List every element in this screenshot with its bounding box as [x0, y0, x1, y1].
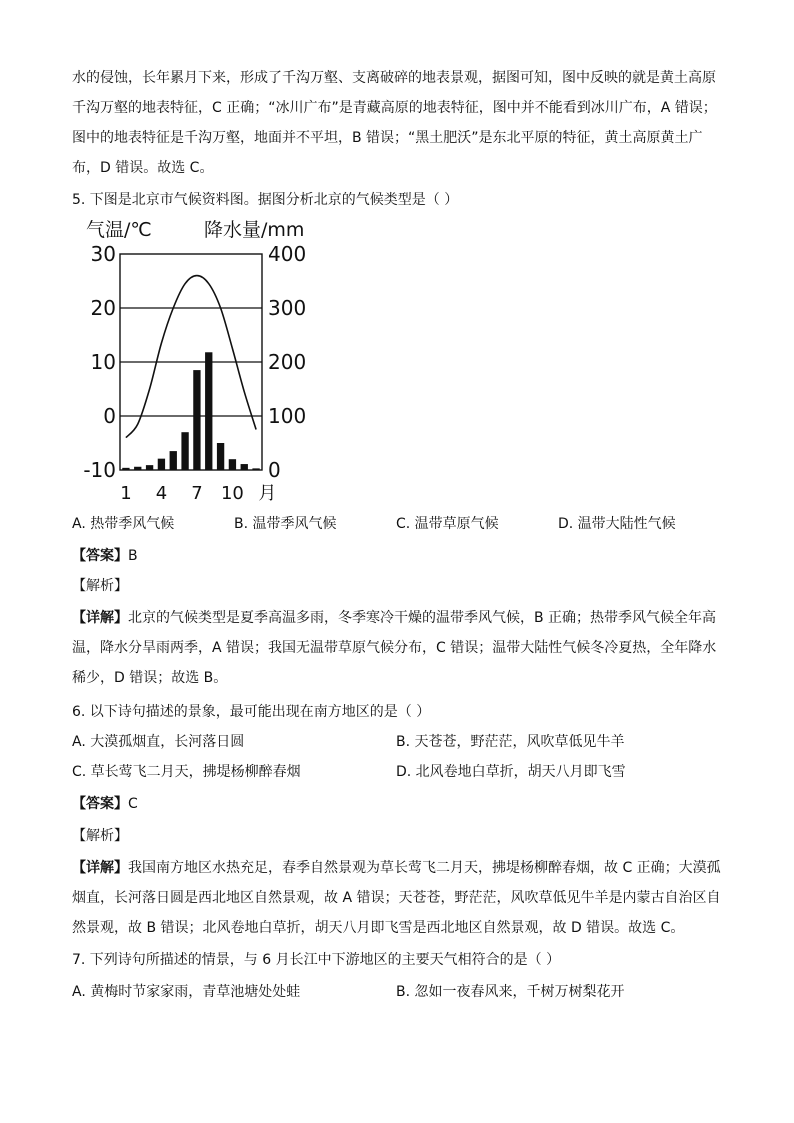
precipitation-bar — [134, 467, 141, 470]
continuation-line-2: 千沟万壑的地表特征，C 正确；“冰川广布”是青藏高原的地表特征，图中并不能看到冰川广布，A 错误； — [72, 100, 717, 116]
precipitation-bar — [193, 370, 200, 470]
precipitation-bar — [252, 468, 259, 470]
right-tick-label: 200 — [268, 350, 307, 374]
beijing-climate-chart — [80, 210, 320, 510]
left-tick-label: 20 — [90, 296, 116, 320]
q6-analysis-tag: 【解析】 — [72, 828, 128, 844]
continuation-line-4: 布，D 错误。故选 C。 — [72, 160, 214, 176]
precipitation-bar — [146, 465, 153, 470]
left-tick-label: -10 — [83, 458, 116, 482]
precipitation-bar — [158, 459, 165, 470]
q5-detail-line-3: 稀少，D 错误；故选 B。 — [72, 670, 228, 686]
right-tick-label: 100 — [268, 404, 307, 428]
q6-option-b: B. 天苍苍，野茫茫，风吹草低见牛羊 — [396, 734, 625, 750]
q7-option-b: B. 忽如一夜春风来，千树万树梨花开 — [396, 984, 625, 1000]
q5-answer-tag: 【答案】 — [72, 548, 128, 564]
q6-detail-text-1: 我国南方地区水热充足，春季自然景观为草长莺飞二月天，拂堤杨柳醉春烟，故 C 正确；大漠孤 — [128, 860, 721, 876]
left-tick-label: 10 — [90, 350, 116, 374]
q7-stem: 7. 下列诗句所描述的情景，与 6 月长江中下游地区的主要天气相符合的是（ ） — [72, 952, 561, 968]
q6-option-c: C. 草长莺飞二月天，拂堤杨柳醉春烟 — [72, 764, 301, 780]
x-tick-label: 7 — [191, 483, 203, 504]
chart-grid — [120, 308, 262, 416]
continuation-line-3: 图中的地表特征是千沟万壑，地面并不平坦，B 错误；“黑土肥沃”是东北平原的特征，黄土高原黄土广 — [72, 130, 703, 146]
q5-option-c: C. 温带草原气候 — [396, 516, 499, 532]
q5-detail-line-2: 温，降水分旱雨两季，A 错误；我国无温带草原气候分布，C 错误；温带大陆性气候冬冷夏热，全年降水 — [72, 640, 717, 656]
precipitation-bar — [170, 451, 177, 470]
q6-detail-line-3: 然景观，故 B 错误；北风卷地白草折，胡天八月即飞雪是西北地区自然景观，故 D 错误。故选 C。 — [72, 920, 685, 936]
q6-answer-tag: 【答案】 — [72, 796, 128, 812]
q5-detail-tag: 【详解】 — [72, 610, 128, 626]
q6-detail-line-1 — [72, 858, 721, 878]
left-tick-label: 0 — [103, 404, 116, 428]
precipitation-bar — [217, 443, 224, 470]
q5-option-b: B. 温带季风气候 — [234, 516, 337, 532]
q5-detail-text-1: 北京的气候类型是夏季高温多雨，冬季寒冷干燥的温带季风气候，B 正确；热带季风气候全年高 — [128, 610, 717, 626]
q6-stem: 6. 以下诗句描述的景象，最可能出现在南方地区的是（ ） — [72, 704, 431, 720]
continuation-line-1: 水的侵蚀，长年累月下来，形成了千沟万壑、支离破碎的地表景观，据图可知，图中反映的就是黄土高原 — [72, 70, 716, 86]
right-tick-label: 300 — [268, 296, 307, 320]
precipitation-bar — [229, 459, 236, 470]
q5-option-a: A. 热带季风气候 — [72, 516, 175, 532]
q6-detail-line-2: 烟直，长河落日圆是西北地区自然景观，故 A 错误；天苍苍，野茫茫，风吹草低见牛羊是内蒙古自治区自 — [72, 890, 721, 906]
q5-option-d: D. 温带大陆性气候 — [558, 516, 676, 532]
q5-answer-row — [72, 546, 138, 566]
right-axis-title: 降水量/mm — [204, 219, 305, 241]
q6-answer-row — [72, 794, 138, 814]
x-tick-label: 1 — [120, 483, 132, 504]
left-axis-title: 气温/℃ — [86, 219, 152, 241]
temperature-line — [126, 276, 256, 438]
q5-answer: B — [128, 548, 138, 564]
q5-stem: 5. 下图是北京市气候资料图。据图分析北京的气候类型是（ ） — [72, 192, 459, 208]
q5-analysis-tag: 【解析】 — [72, 578, 128, 594]
q5-detail-line-1 — [72, 608, 716, 628]
left-tick-label: 30 — [90, 242, 116, 266]
q6-option-a: A. 大漠孤烟直，长河落日圆 — [72, 734, 245, 750]
precipitation-bar — [122, 468, 129, 470]
x-tick-label: 4 — [155, 483, 168, 504]
precipitation-bar — [181, 432, 188, 470]
right-tick-label: 400 — [268, 242, 307, 266]
right-tick-label: 0 — [268, 458, 281, 482]
precipitation-bar — [205, 352, 212, 470]
x-axis-unit: 月 — [258, 483, 277, 504]
q6-detail-tag: 【详解】 — [72, 860, 128, 876]
q7-option-a: A. 黄梅时节家家雨，青草池塘处处蛙 — [72, 984, 301, 1000]
x-tick-label: 10 — [220, 483, 244, 504]
precipitation-bar — [241, 464, 248, 470]
q6-option-d: D. 北风卷地白草折，胡天八月即飞雪 — [396, 764, 626, 780]
q6-answer: C — [128, 796, 138, 812]
